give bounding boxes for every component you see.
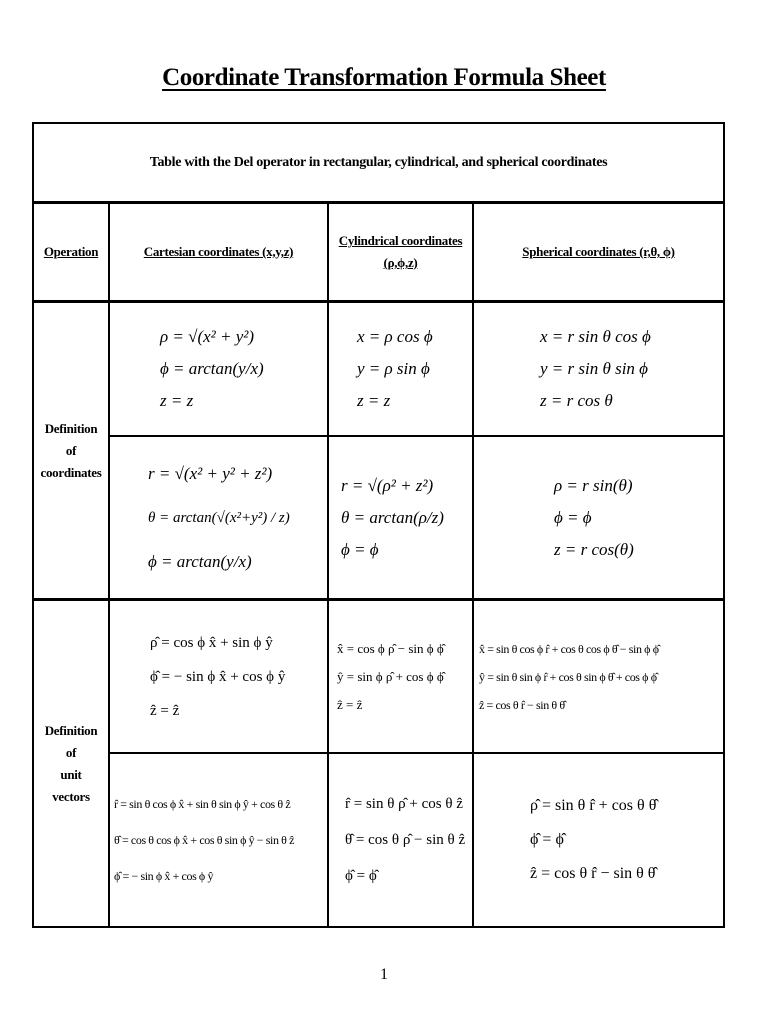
- header-cylindrical: Cylindrical coordinates (ρ,ϕ,z): [329, 204, 474, 303]
- coords1-cartesian: ρ = √(x² + y²) ϕ = arctan(y/x) z = z: [110, 303, 329, 437]
- vectors1-cylindrical: x̂ = cos ϕ ρ̂ − sin ϕ ϕ̂ ŷ = sin ϕ ρ̂ + cos ϕ ϕ̂ ẑ = ẑ: [329, 601, 474, 754]
- page-title: Coordinate Transformation Formula Sheet: [162, 64, 606, 91]
- vectors1-cartesian: ρ̂ = cos ϕ x̂ + sin ϕ ŷ ϕ̂ = − sin ϕ x̂ + cos ϕ ŷ ẑ = ẑ: [110, 601, 329, 754]
- vectors2-cartesian: r̂ = sin θ cos ϕ x̂ + sin θ sin ϕ ŷ + cos θ ẑ θ̂ = cos θ cos ϕ x̂ + cos θ sin ϕ ŷ − sin θ ẑ ϕ̂ = − sin ϕ x̂ + cos ϕ ŷ: [110, 754, 329, 928]
- table-caption: Table with the Del operator in rectangular, cylindrical, and spherical coordinates: [32, 122, 725, 204]
- coords2-cylindrical: r = √(ρ² + z²) θ = arctan(ρ/z) ϕ = ϕ: [329, 437, 474, 601]
- coords2-cartesian: r = √(x² + y² + z²) θ = arctan(√(x²+y²) / z) ϕ = arctan(y/x): [110, 437, 329, 601]
- header-spherical: Spherical coordinates (r,θ, ϕ): [474, 204, 725, 303]
- row-label-unit-vectors: Definition of unit vectors: [32, 601, 110, 928]
- formula-table: [32, 122, 725, 928]
- header-operation: Operation: [32, 204, 110, 303]
- vectors2-cylindrical: r̂ = sin θ ρ̂ + cos θ ẑ θ̂ = cos θ ρ̂ − sin θ ẑ ϕ̂ = ϕ̂: [329, 754, 474, 928]
- row-label-coordinates: Definition of coordinates: [32, 303, 110, 601]
- vectors1-spherical: x̂ = sin θ cos ϕ r̂ + cos θ cos ϕ θ̂ − sin ϕ ϕ̂ ŷ = sin θ sin ϕ r̂ + cos θ sin ϕ θ̂ + cos ϕ ϕ̂ ẑ = cos θ r̂ − sin θ θ̂: [474, 601, 725, 754]
- coords1-spherical: x = r sin θ cos ϕ y = r sin θ sin ϕ z = r cos θ: [474, 303, 725, 437]
- page-number: 1: [380, 966, 388, 983]
- vectors2-spherical: ρ̂ = sin θ r̂ + cos θ θ̂ ϕ̂ = ϕ̂ ẑ = cos θ r̂ − sin θ θ̂: [474, 754, 725, 928]
- coords1-cylindrical: x = ρ cos ϕ y = ρ sin ϕ z = z: [329, 303, 474, 437]
- coords2-spherical: ρ = r sin(θ) ϕ = ϕ z = r cos(θ): [474, 437, 725, 601]
- header-cartesian: Cartesian coordinates (x,y,z): [110, 204, 329, 303]
